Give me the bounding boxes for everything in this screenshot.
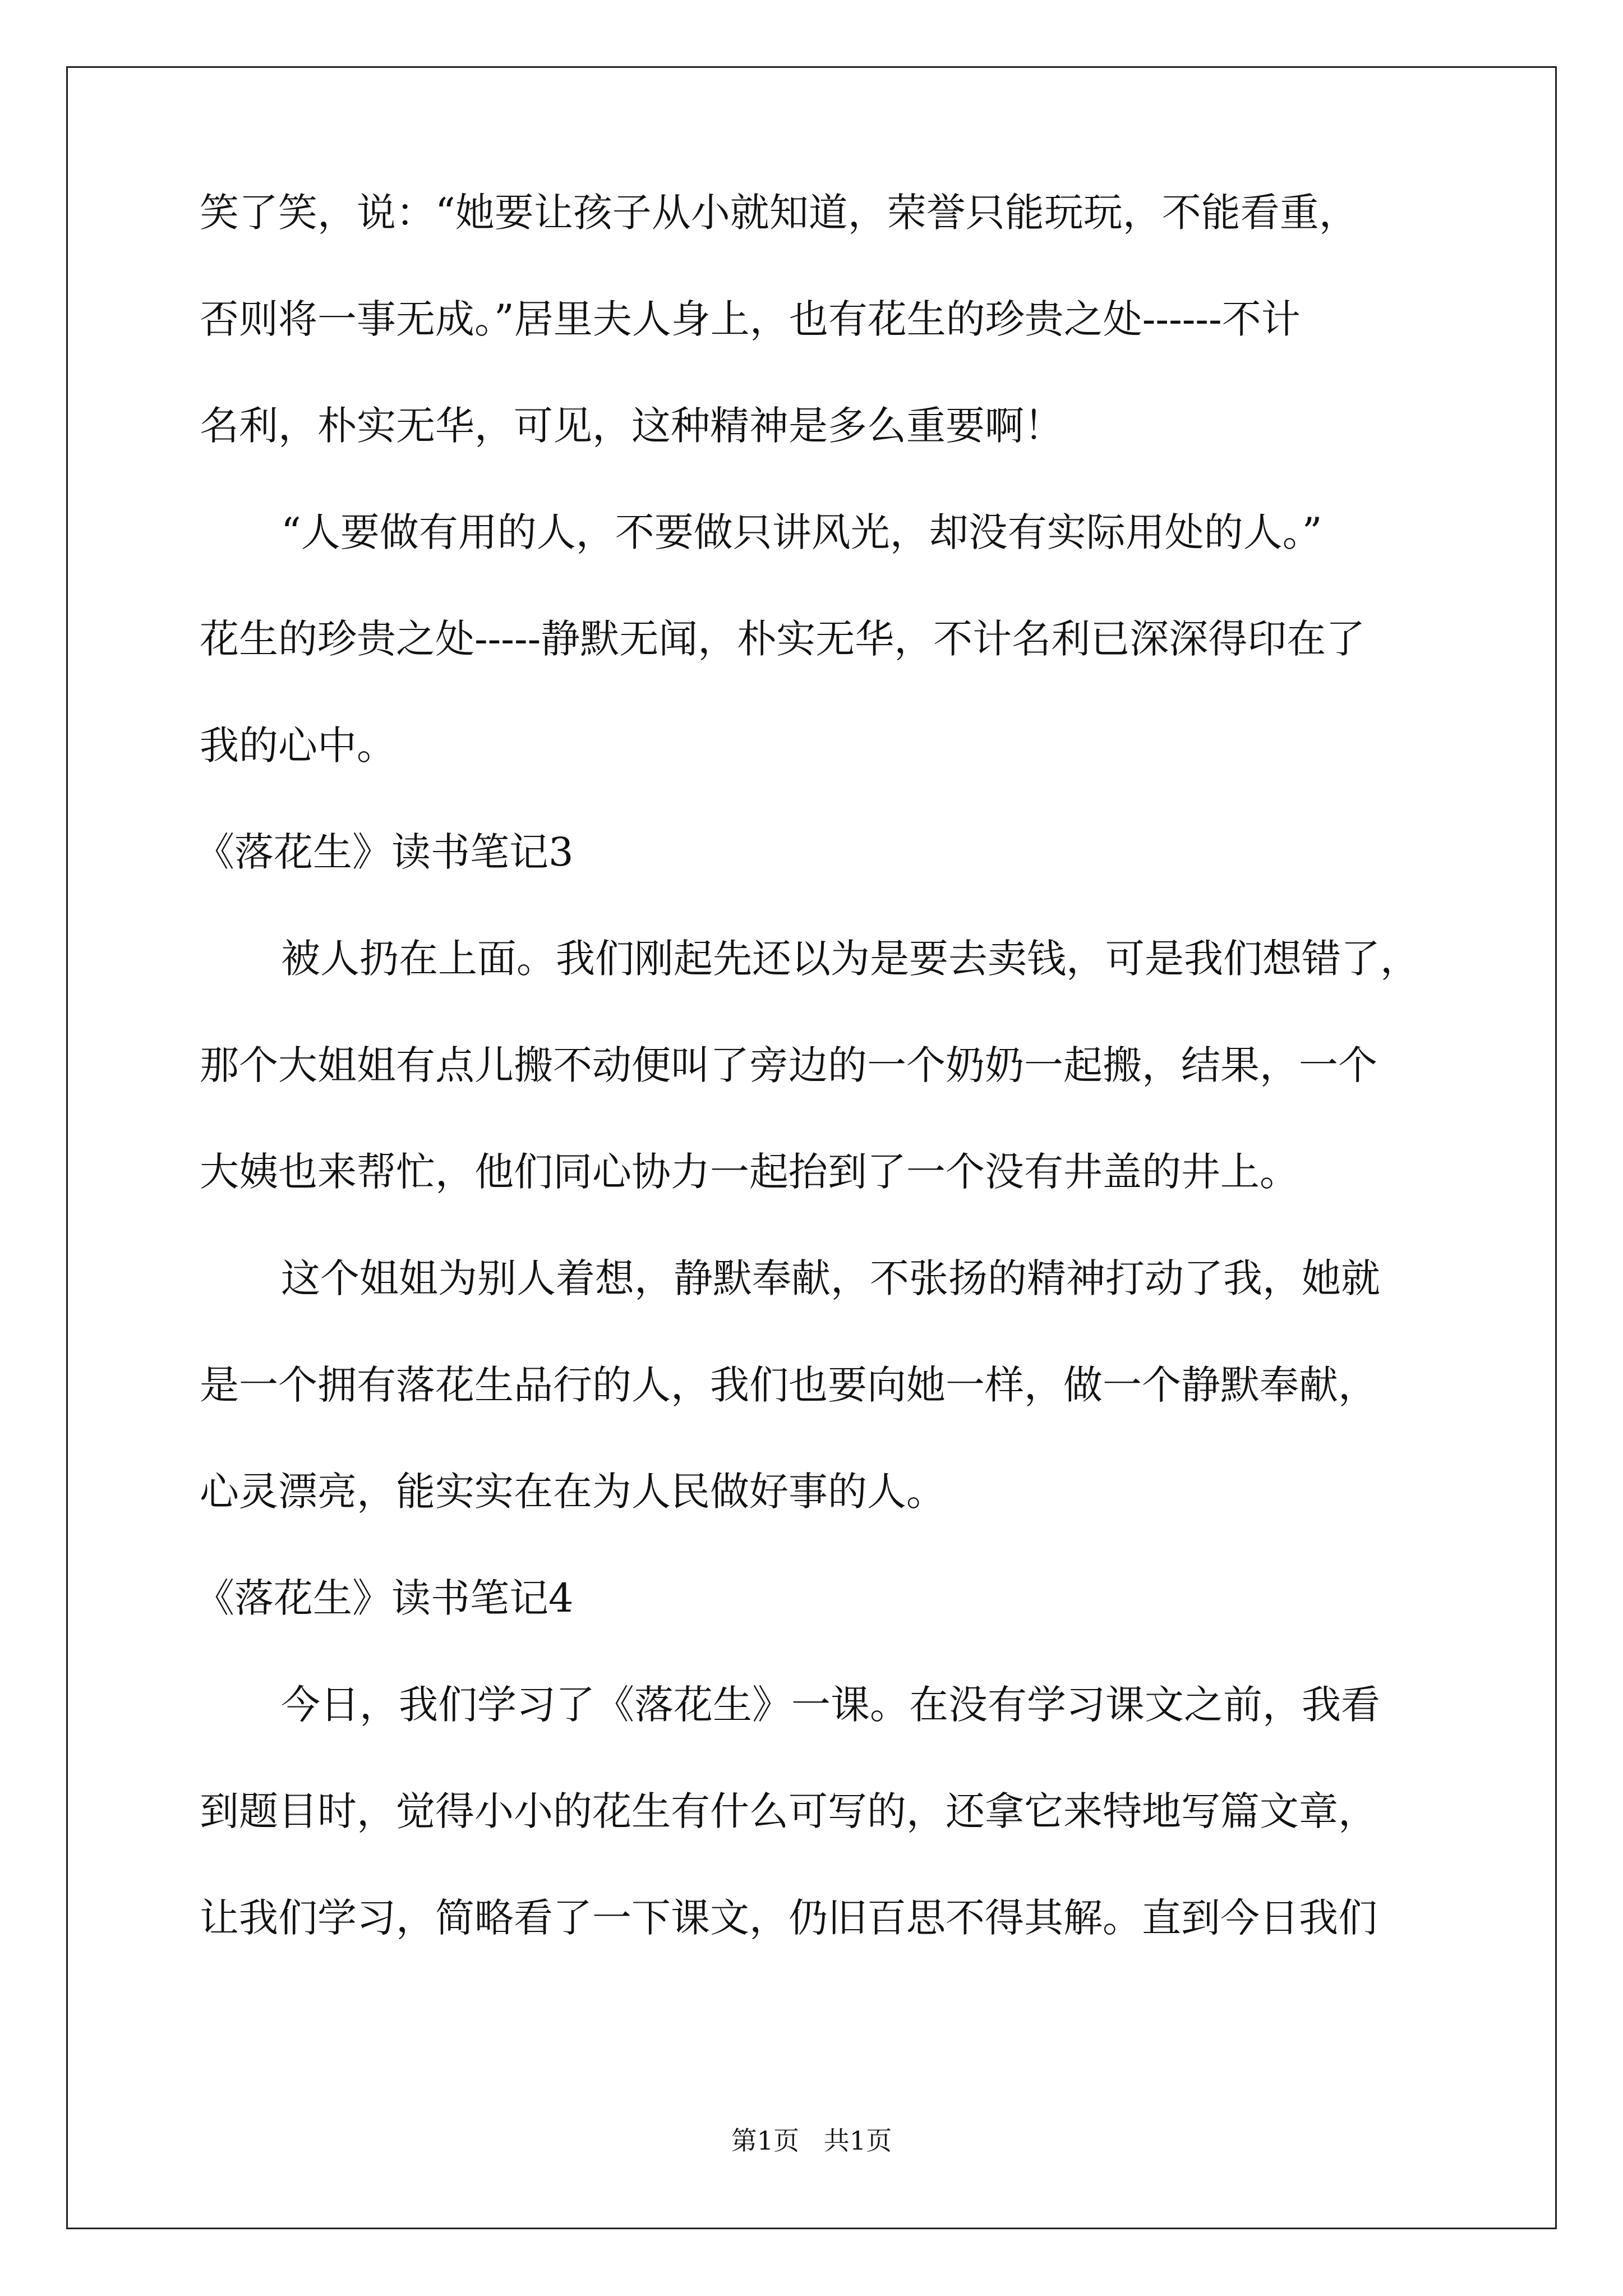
text-line: 心灵漂亮，能实实在在为人民做好事的人。	[200, 1469, 946, 1515]
text-line: 花生的珍贵之处-----静默无闻，朴实无华，不计名利已深深得印在了	[200, 616, 1366, 662]
page-number-footer: 第1页 共1页	[731, 2125, 892, 2156]
text-line: 名利，朴实无华，可见，这种精神是多么重要啊！	[200, 403, 1063, 449]
section-heading: 《落花生》读书笔记3	[195, 829, 574, 875]
text-line: 笑了笑，说：“她要让孩子从小就知道，荣誉只能玩玩，不能看重，	[200, 190, 1358, 236]
text-line: 这个姐姐为别人着想，静默奉献，不张扬的精神打动了我，她就	[281, 1255, 1380, 1301]
text-line: 是一个拥有落花生品行的人，我们也要向她一样，做一个静默奉献，	[200, 1362, 1377, 1408]
text-line: 那个大姐姐有点儿搬不动便叫了旁边的一个奶奶一起搬，结果，一个	[200, 1042, 1377, 1088]
text-line: 否则将一事无成。”居里夫人身上，也有花生的珍贵之处------不计	[200, 296, 1301, 342]
text-line: “人要做有用的人，不要做只讲风光，却没有实际用处的人。”	[281, 509, 1322, 555]
text-line: 我的心中。	[200, 723, 396, 769]
text-line: 被人扔在上面。我们刚起先还以为是要去卖钱，可是我们想错了，	[281, 936, 1419, 982]
text-line: 今日，我们学习了《落花生》一课。在没有学习课文之前，我看	[281, 1682, 1380, 1728]
text-line: 让我们学习，简略看了一下课文，仍旧百思不得其解。直到今日我们	[200, 1895, 1377, 1941]
text-line: 到题目时，觉得小小的花生有什么可写的，还拿它来特地写篇文章，	[200, 1788, 1377, 1834]
section-heading: 《落花生》读书笔记4	[195, 1575, 574, 1621]
text-line: 大姨也来帮忙，他们同心协力一起抬到了一个没有井盖的井上。	[200, 1149, 1299, 1195]
